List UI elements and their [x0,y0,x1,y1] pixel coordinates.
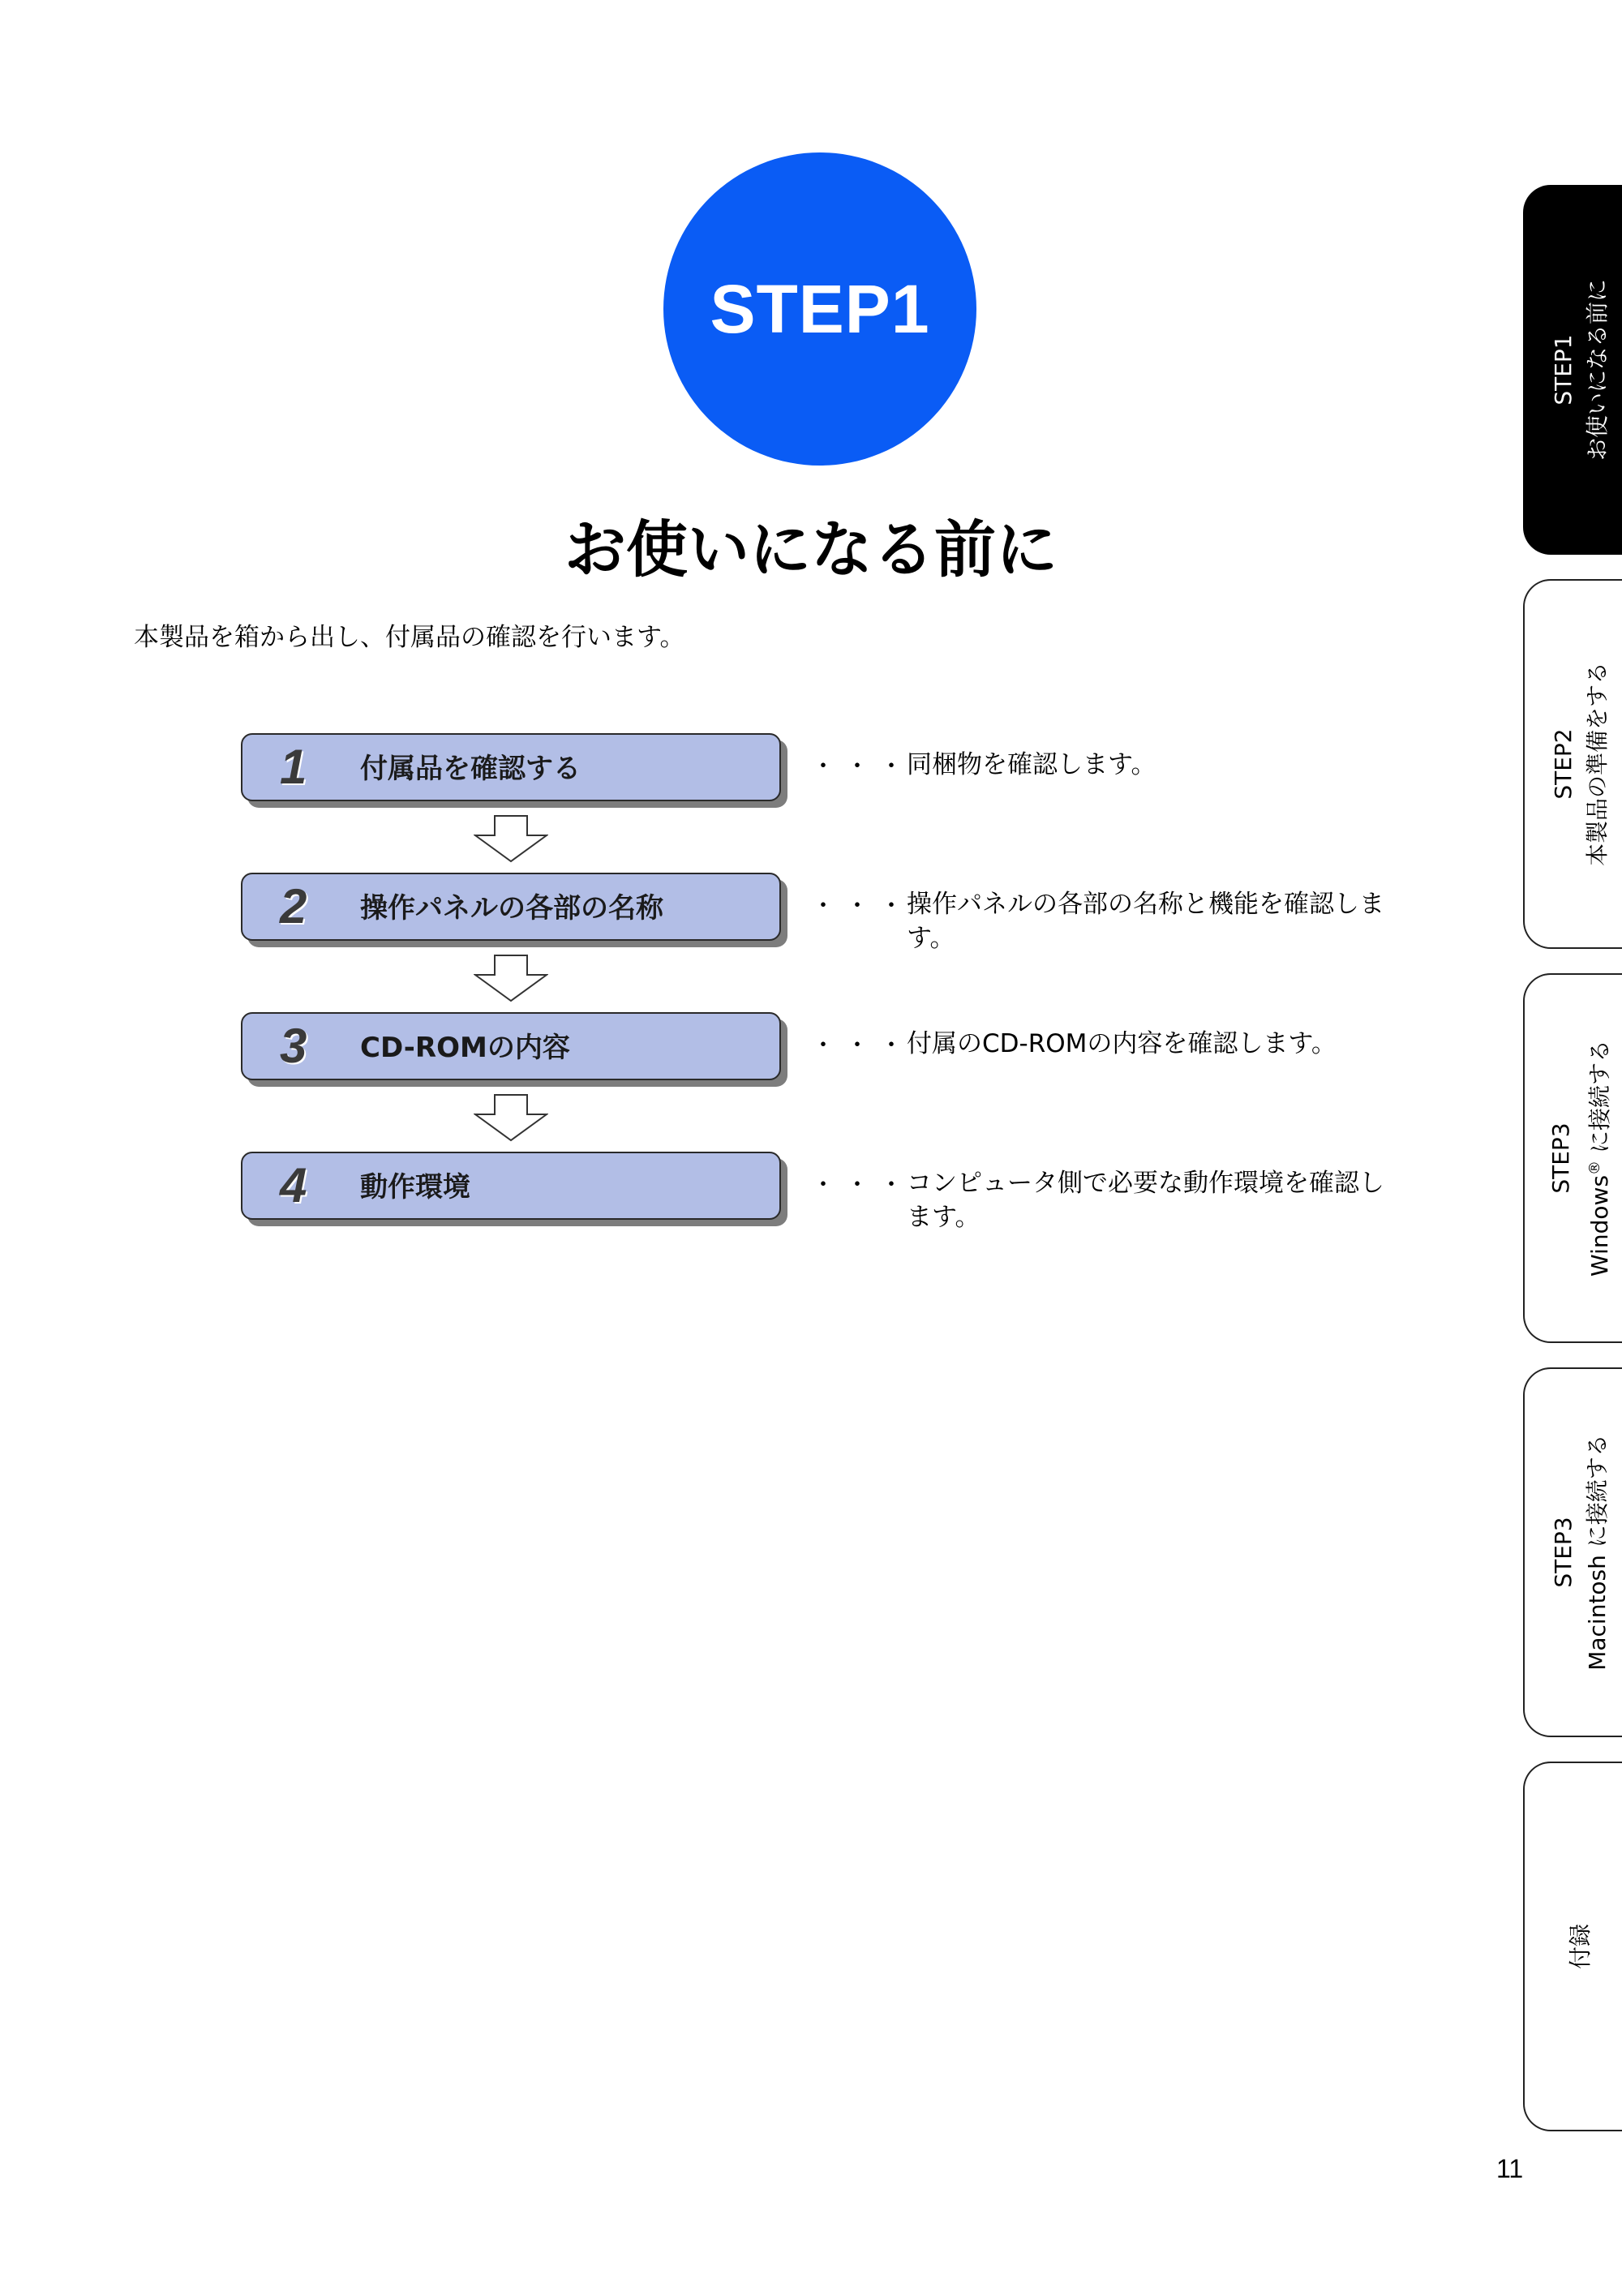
side-tab-step3-macintosh[interactable] [1523,1367,1622,1737]
step-label: CD-ROMの内容 [360,1032,570,1064]
step-description: コンピュータ側で必要な動作環境を確認します。 [907,1169,1384,1232]
side-tab-step3-windows[interactable] [1523,973,1622,1343]
step-label: 操作パネルの各部の名称 [360,892,663,925]
leader-dots: ・・・ [811,753,913,781]
leader-dots: ・・・ [811,892,913,921]
tab-label: 付録 [1567,1923,1594,1970]
step-label: 動作環境 [360,1171,470,1204]
side-tab-step1[interactable] [1523,185,1622,555]
tab-label: 本製品の準備をする [1584,661,1611,867]
flow-step-1 [0,733,1541,806]
tab-label: Macintosh に接続する [1584,1434,1611,1671]
side-tab-step2[interactable] [1523,579,1622,949]
leader-dots: ・・・ [811,1032,913,1060]
flow-step-2 [0,873,1541,953]
page-title: お使いになる前に [564,513,1058,586]
step-number: 4 [280,1158,307,1212]
step-number: 2 [280,879,307,933]
step-box [241,1152,781,1220]
tab-label: STEP3 [1550,1517,1577,1588]
step-box [241,1012,781,1080]
registered-mark: ® [1586,1160,1603,1175]
step-number: 3 [280,1019,307,1073]
tab-label: STEP1 [1550,334,1577,406]
tab-label: STEP2 [1550,728,1577,800]
step-label: 付属品を確認する [360,753,581,785]
tab-label: STEP3 [1547,1122,1574,1194]
step-description: 付属のCD-ROMの内容を確認します。 [907,1029,1337,1058]
step-badge-text: STEP1 [710,270,930,347]
intro-text: 本製品を箱から出し、付属品の確認を行います。 [134,623,685,652]
flow-step-4 [0,1152,1541,1232]
page-number: 11 [1496,2154,1524,2183]
tab-label: Windows [1586,1174,1614,1277]
down-arrow-icon [474,814,548,863]
step-description: 操作パネルの各部の名称と機能を確認します。 [907,890,1384,953]
tab-label: お使いになる前に [1584,278,1611,461]
side-tab-appendix[interactable] [1523,1762,1622,2131]
step-box [241,873,781,941]
down-arrow-icon [474,1093,548,1142]
down-arrow-icon [474,954,548,1002]
step-description: 同梱物を確認します。 [907,750,1156,779]
step-number: 1 [280,740,307,794]
step-badge [663,152,976,466]
leader-dots: ・・・ [811,1171,913,1199]
tab-label: に接続する [1586,1040,1614,1161]
flow-step-3 [0,1012,1541,1085]
step-box [241,733,781,801]
